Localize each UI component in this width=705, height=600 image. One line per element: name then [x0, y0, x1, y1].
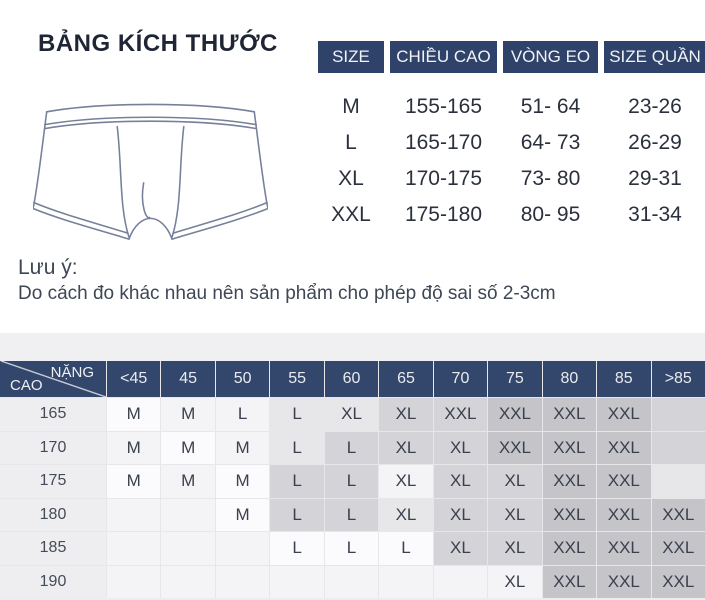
divider-band: [0, 333, 705, 361]
size-table: [318, 41, 705, 233]
matrix-cell: M: [161, 432, 214, 465]
note-text: Do cách đo khác nhau nên sản phẩm cho phép độ sai số 2-3cm: [18, 283, 556, 304]
matrix-cell: [161, 499, 214, 532]
height-weight-matrix: [0, 361, 705, 598]
matrix-row-label: 165: [0, 398, 106, 431]
matrix-cell: XL: [434, 432, 487, 465]
matrix-cell: L: [270, 432, 323, 465]
matrix-cell: XXL: [543, 465, 596, 498]
note-block: [18, 254, 556, 306]
size-value-cell: 64- 73: [520, 131, 581, 154]
size-value-cell: 29-31: [628, 167, 682, 190]
matrix-row-label: 180: [0, 499, 106, 532]
size-table-body: [318, 89, 705, 233]
matrix-col-header: 45: [161, 361, 214, 397]
note-label: Lưu ý:: [18, 256, 78, 279]
corner-weight-label: NẶNG: [50, 364, 94, 381]
size-header-cell: VÒNG EO: [503, 41, 598, 73]
size-value-cell: 165-170: [404, 131, 483, 154]
matrix-cell: XXL: [543, 398, 596, 431]
size-value-cell: 51- 64: [520, 95, 581, 118]
matrix-cell: L: [379, 532, 432, 565]
matrix-cell: XXL: [652, 532, 705, 565]
matrix-cell: [652, 398, 705, 431]
size-table-header-row: [318, 41, 705, 73]
matrix-cell: XXL: [597, 566, 650, 599]
matrix-cell: M: [161, 465, 214, 498]
size-value-cell: L: [345, 131, 357, 154]
matrix-cell: XXL: [597, 398, 650, 431]
matrix-cell: [270, 566, 323, 599]
size-header-cell: CHIỀU CAO: [390, 41, 497, 73]
size-value-cell: 31-34: [628, 203, 682, 226]
matrix-cell: XXL: [543, 532, 596, 565]
matrix-cell: [216, 532, 269, 565]
boxer-shorts-illustration: [33, 98, 268, 248]
matrix-row-label: 175: [0, 465, 106, 498]
matrix-cell: XXL: [488, 432, 541, 465]
matrix-cell: [161, 532, 214, 565]
matrix-cell: M: [161, 398, 214, 431]
size-value-cell: 155-165: [404, 95, 483, 118]
matrix-cell: XL: [379, 398, 432, 431]
matrix-cell: M: [216, 499, 269, 532]
matrix-cell: XXL: [597, 432, 650, 465]
matrix-cell: L: [270, 398, 323, 431]
size-value-cell: XXL: [331, 203, 371, 226]
matrix-cell: [107, 499, 160, 532]
matrix-cell: XL: [325, 398, 378, 431]
matrix-cell: L: [270, 499, 323, 532]
matrix-cell: XL: [488, 566, 541, 599]
matrix-corner-cell: [0, 361, 106, 397]
matrix-cell: M: [107, 398, 160, 431]
size-header-cell: SIZE QUẦN: [604, 41, 705, 73]
matrix-cell: L: [270, 532, 323, 565]
matrix-col-header: 50: [216, 361, 269, 397]
size-value-cell: 23-26: [628, 95, 682, 118]
matrix-cell: XL: [488, 465, 541, 498]
matrix-col-header: <45: [107, 361, 160, 397]
matrix-cell: [379, 566, 432, 599]
matrix-cell: M: [216, 432, 269, 465]
matrix-col-header: 70: [434, 361, 487, 397]
matrix-cell: L: [325, 432, 378, 465]
matrix-cell: XL: [488, 499, 541, 532]
matrix-cell: XXL: [543, 499, 596, 532]
matrix-cell: L: [270, 465, 323, 498]
matrix-cell: L: [216, 398, 269, 431]
matrix-cell: [652, 432, 705, 465]
matrix-cell: XXL: [652, 499, 705, 532]
size-value-cell: 26-29: [628, 131, 682, 154]
matrix-cell: XXL: [652, 566, 705, 599]
matrix-col-header: 60: [325, 361, 378, 397]
matrix-row-label: 190: [0, 566, 106, 599]
matrix-cell: M: [216, 465, 269, 498]
matrix-cell: M: [107, 432, 160, 465]
matrix-col-header: 85: [597, 361, 650, 397]
matrix-cell: XXL: [434, 398, 487, 431]
matrix-row-label: 185: [0, 532, 106, 565]
size-value-cell: M: [342, 95, 360, 118]
matrix-cell: XXL: [488, 398, 541, 431]
size-value-cell: 170-175: [404, 167, 483, 190]
matrix-cell: [107, 566, 160, 599]
size-header-cell: SIZE: [318, 41, 384, 73]
page-title: BẢNG KÍCH THƯỚC: [38, 30, 278, 57]
matrix-cell: XL: [434, 532, 487, 565]
matrix-cell: XL: [434, 499, 487, 532]
matrix-cell: [325, 566, 378, 599]
corner-height-label: CAO: [10, 377, 43, 394]
size-value-cell: 80- 95: [520, 203, 581, 226]
size-value-cell: 175-180: [404, 203, 483, 226]
matrix-cell: XXL: [597, 465, 650, 498]
matrix-col-header: 55: [270, 361, 323, 397]
matrix-cell: L: [325, 465, 378, 498]
matrix-cell: [107, 532, 160, 565]
matrix-cell: XXL: [543, 566, 596, 599]
size-value-cell: 73- 80: [520, 167, 581, 190]
matrix-cell: XL: [379, 499, 432, 532]
matrix-cell: XL: [379, 465, 432, 498]
boxer-shorts-icon: [33, 98, 268, 248]
matrix-cell: L: [325, 499, 378, 532]
matrix-cell: [652, 465, 705, 498]
matrix-cell: M: [107, 465, 160, 498]
matrix-cell: XL: [488, 532, 541, 565]
size-value-cell: XL: [338, 167, 364, 190]
matrix-row-label: 170: [0, 432, 106, 465]
matrix-col-header: 80: [543, 361, 596, 397]
matrix-cell: [434, 566, 487, 599]
matrix-cell: [161, 566, 214, 599]
matrix-col-header: 75: [488, 361, 541, 397]
matrix-cell: XXL: [543, 432, 596, 465]
matrix-cell: XL: [434, 465, 487, 498]
matrix-cell: XL: [379, 432, 432, 465]
matrix-col-header: 65: [379, 361, 432, 397]
matrix-cell: XXL: [597, 499, 650, 532]
matrix-cell: XXL: [597, 532, 650, 565]
matrix-cell: [216, 566, 269, 599]
matrix-col-header: >85: [652, 361, 705, 397]
matrix-cell: L: [325, 532, 378, 565]
